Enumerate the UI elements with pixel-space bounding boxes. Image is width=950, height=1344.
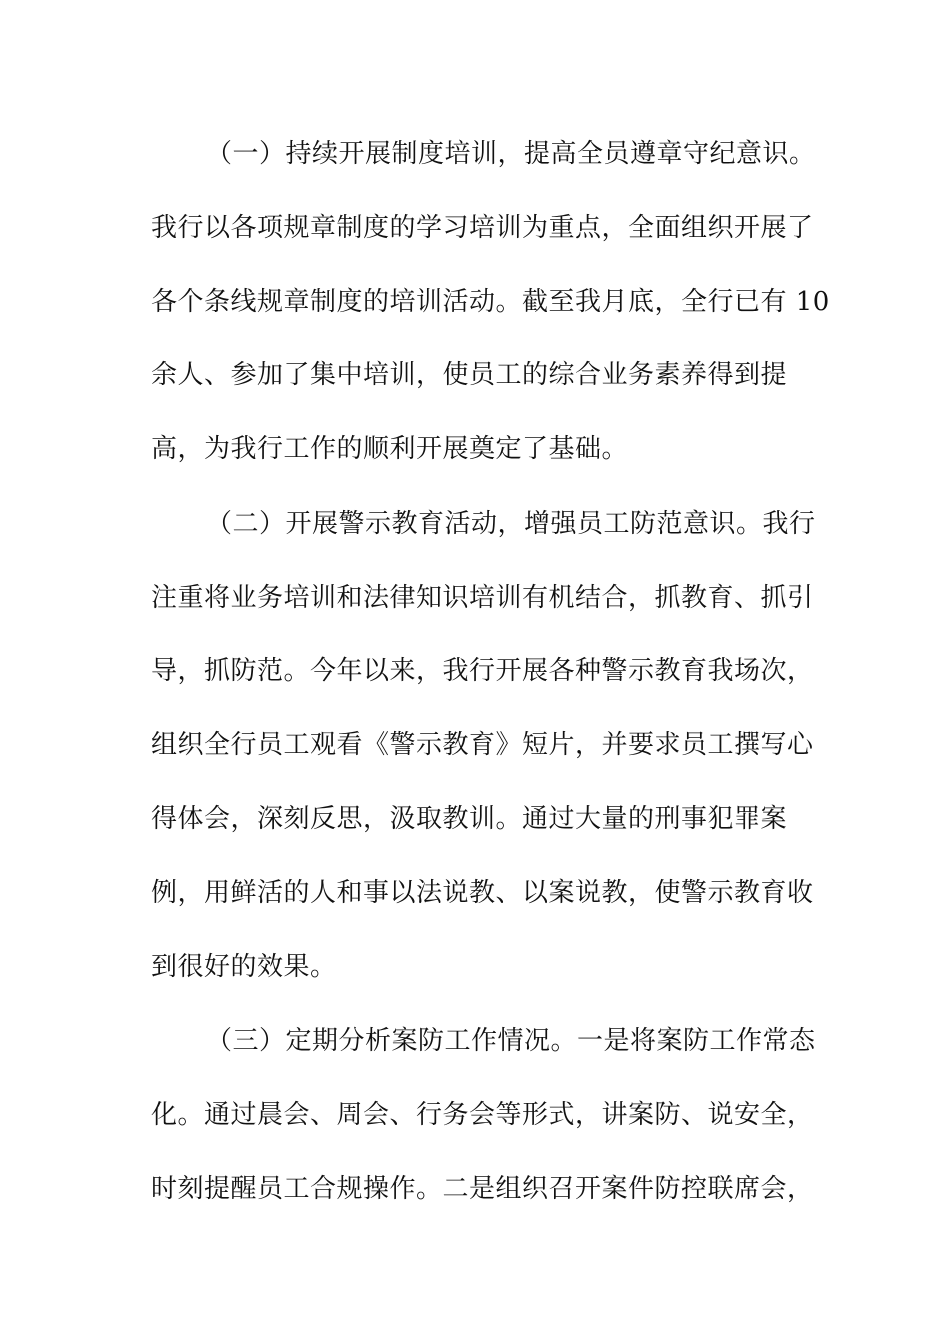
paragraph-1-line: 我行以各项规章制度的学习培训为重点，全面组织开展了	[151, 213, 814, 243]
paragraph-1-heading: （一）持续开展制度培训，提高全员遵章守纪意识。	[206, 139, 816, 169]
paragraph-1-line: 余人、参加了集中培训，使员工的综合业务素养得到提	[151, 360, 788, 390]
paragraph-1-line: 各个条线规章制度的培训活动。截至我月底，全行已有 10	[151, 287, 830, 317]
paragraph-3-heading: （三）定期分析案防工作情况。一是将案防工作常态	[206, 1026, 816, 1056]
paragraph-3-line: 时刻提醒员工合规操作。二是组织召开案件防控联席会，	[151, 1174, 814, 1204]
paragraph-2-line: 得体会，深刻反思，汲取教训。通过大量的刑事犯罪案	[151, 804, 788, 834]
paragraph-2-line: 例，用鲜活的人和事以法说教、以案说教，使警示教育收	[151, 878, 814, 908]
paragraph-3-line: 化。通过晨会、周会、行务会等形式，讲案防、说安全，	[151, 1100, 814, 1130]
paragraph-2-heading: （二）开展警示教育活动，增强员工防范意识。我行	[206, 509, 816, 539]
paragraph-2-line: 组织全行员工观看《警示教育》短片，并要求员工撰写心	[151, 730, 814, 760]
paragraph-2-line: 导，抓防范。今年以来，我行开展各种警示教育我场次，	[151, 656, 814, 686]
paragraph-2-line: 到很好的效果。	[151, 952, 337, 982]
paragraph-2-line: 注重将业务培训和法律知识培训有机结合，抓教育、抓引	[151, 583, 814, 613]
paragraph-1-line: 高，为我行工作的顺利开展奠定了基础。	[151, 434, 629, 464]
